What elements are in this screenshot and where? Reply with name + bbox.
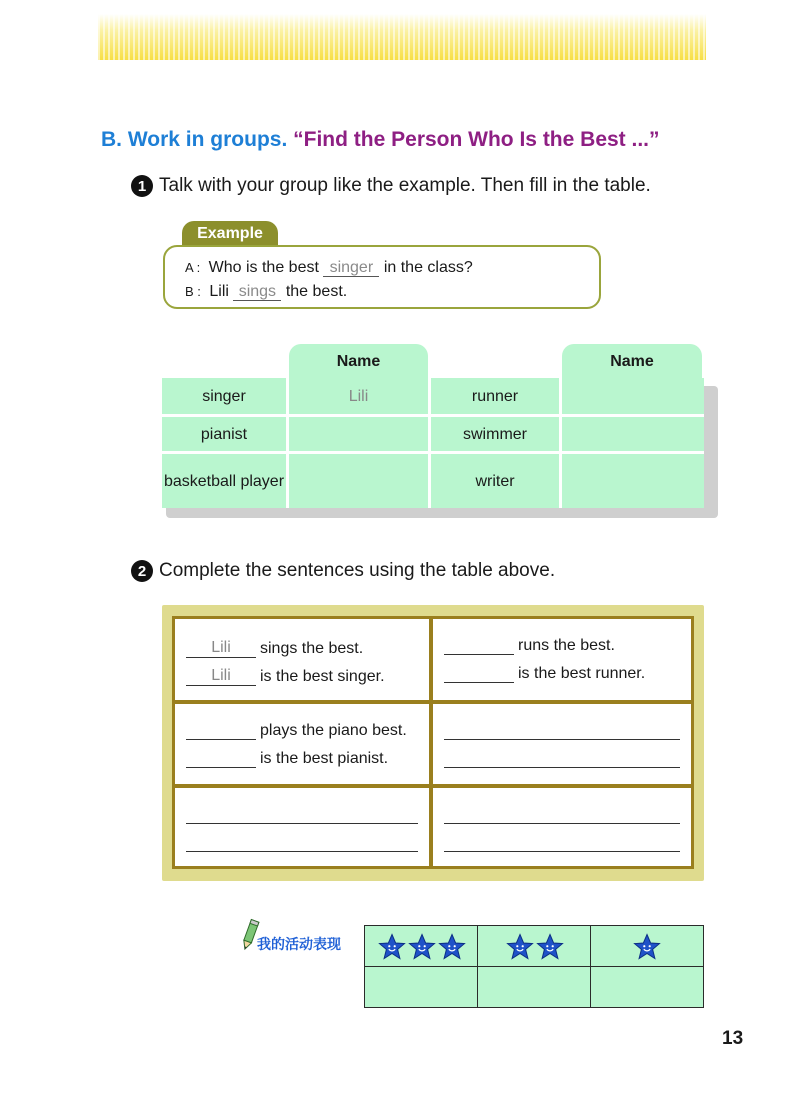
sentence-panel-3 (172, 701, 432, 787)
example-box (163, 245, 601, 309)
table-cell-job: pianist (162, 417, 286, 451)
write-line[interactable] (444, 822, 680, 824)
write-line[interactable] (444, 766, 680, 768)
answer-blank[interactable] (186, 721, 256, 740)
table-cell-name[interactable] (289, 454, 428, 508)
sentence-line (186, 721, 407, 740)
table-cell-job: singer (162, 378, 286, 414)
sentence-panel-6 (430, 785, 694, 869)
sentence-line (444, 636, 615, 655)
table-cell-job: basketball player (162, 454, 286, 508)
sentence-text: is the best runner. (518, 665, 646, 682)
example-b-answer: sings (233, 284, 281, 301)
step-2-number: 2 (131, 560, 153, 582)
speaker-a: A : (185, 260, 201, 275)
example-tab: Example (182, 221, 278, 247)
example-b-after: the best. (285, 283, 348, 300)
section-title (101, 128, 660, 152)
answer-blank[interactable]: Lili (186, 667, 256, 686)
answer-blank[interactable] (444, 664, 514, 683)
sentence-line (186, 667, 385, 686)
speaker-b: B : (185, 284, 201, 299)
answer-blank[interactable]: Lili (186, 639, 256, 658)
table-cell-job: writer (431, 454, 559, 508)
sentence-panel-2 (430, 616, 694, 703)
eval-check-cell[interactable] (364, 966, 479, 1008)
answer-blank[interactable] (186, 749, 256, 768)
table-cell-job: swimmer (431, 417, 559, 451)
eval-stars-cell (477, 925, 592, 968)
eval-stars-cell (590, 925, 704, 968)
example-a-before: Who is the best (208, 259, 319, 276)
example-line-b (185, 283, 347, 301)
write-line[interactable] (444, 850, 680, 852)
write-line[interactable] (444, 738, 680, 740)
eval-stars-cell (364, 925, 479, 968)
star-icon (378, 933, 406, 961)
sentence-line (186, 749, 388, 768)
evaluation-grid (364, 925, 704, 1008)
step-2 (131, 560, 555, 582)
step-1 (131, 175, 651, 197)
example-a-answer: singer (323, 260, 379, 277)
eval-check-cell[interactable] (477, 966, 592, 1008)
step-2-instruction: Complete the sentences using the table above. (159, 560, 556, 581)
sentence-text: runs the best. (518, 637, 615, 654)
section-quote: “Find the Person Who Is the Best ...” (293, 128, 660, 151)
write-line[interactable] (186, 822, 418, 824)
sentence-text: is the best singer. (260, 668, 385, 685)
table-cell-name[interactable] (289, 417, 428, 451)
sentence-frame (162, 605, 704, 881)
table-cell-job: runner (431, 378, 559, 414)
sentence-panel-5 (172, 785, 432, 869)
sentence-panel-4 (430, 701, 694, 787)
table-cell-name[interactable] (562, 454, 704, 508)
eval-check-cell[interactable] (590, 966, 704, 1008)
sentence-text: plays the piano best. (260, 722, 407, 739)
step-1-number: 1 (131, 175, 153, 197)
page-number: 13 (722, 1028, 744, 1049)
answer-blank[interactable] (444, 636, 514, 655)
step-1-instruction: Talk with your group like the example. Then fill in the table. (159, 175, 651, 196)
sentence-text: sings the best. (260, 640, 364, 657)
star-icon (438, 933, 466, 961)
star-icon (536, 933, 564, 961)
skill-table (162, 378, 704, 508)
write-line[interactable] (186, 850, 418, 852)
sentence-panel-1 (172, 616, 432, 703)
example-a-after: in the class? (383, 259, 473, 276)
star-icon (633, 933, 661, 961)
section-lead: B. Work in groups. (101, 128, 288, 151)
name-header-1: Name (289, 344, 428, 380)
star-icon (506, 933, 534, 961)
example-b-before: Lili (209, 283, 229, 300)
sentence-text: is the best pianist. (260, 750, 389, 767)
example-line-a (185, 259, 473, 277)
table-cell-name[interactable]: Lili (289, 378, 428, 414)
top-decorative-band (98, 14, 706, 60)
sentence-line (186, 639, 363, 658)
star-icon (408, 933, 436, 961)
sentence-line (444, 664, 645, 683)
table-cell-name[interactable] (562, 417, 704, 451)
evaluation-label: 我的活动表现 (257, 936, 341, 952)
name-header-2: Name (562, 344, 702, 380)
table-cell-name[interactable] (562, 378, 704, 414)
